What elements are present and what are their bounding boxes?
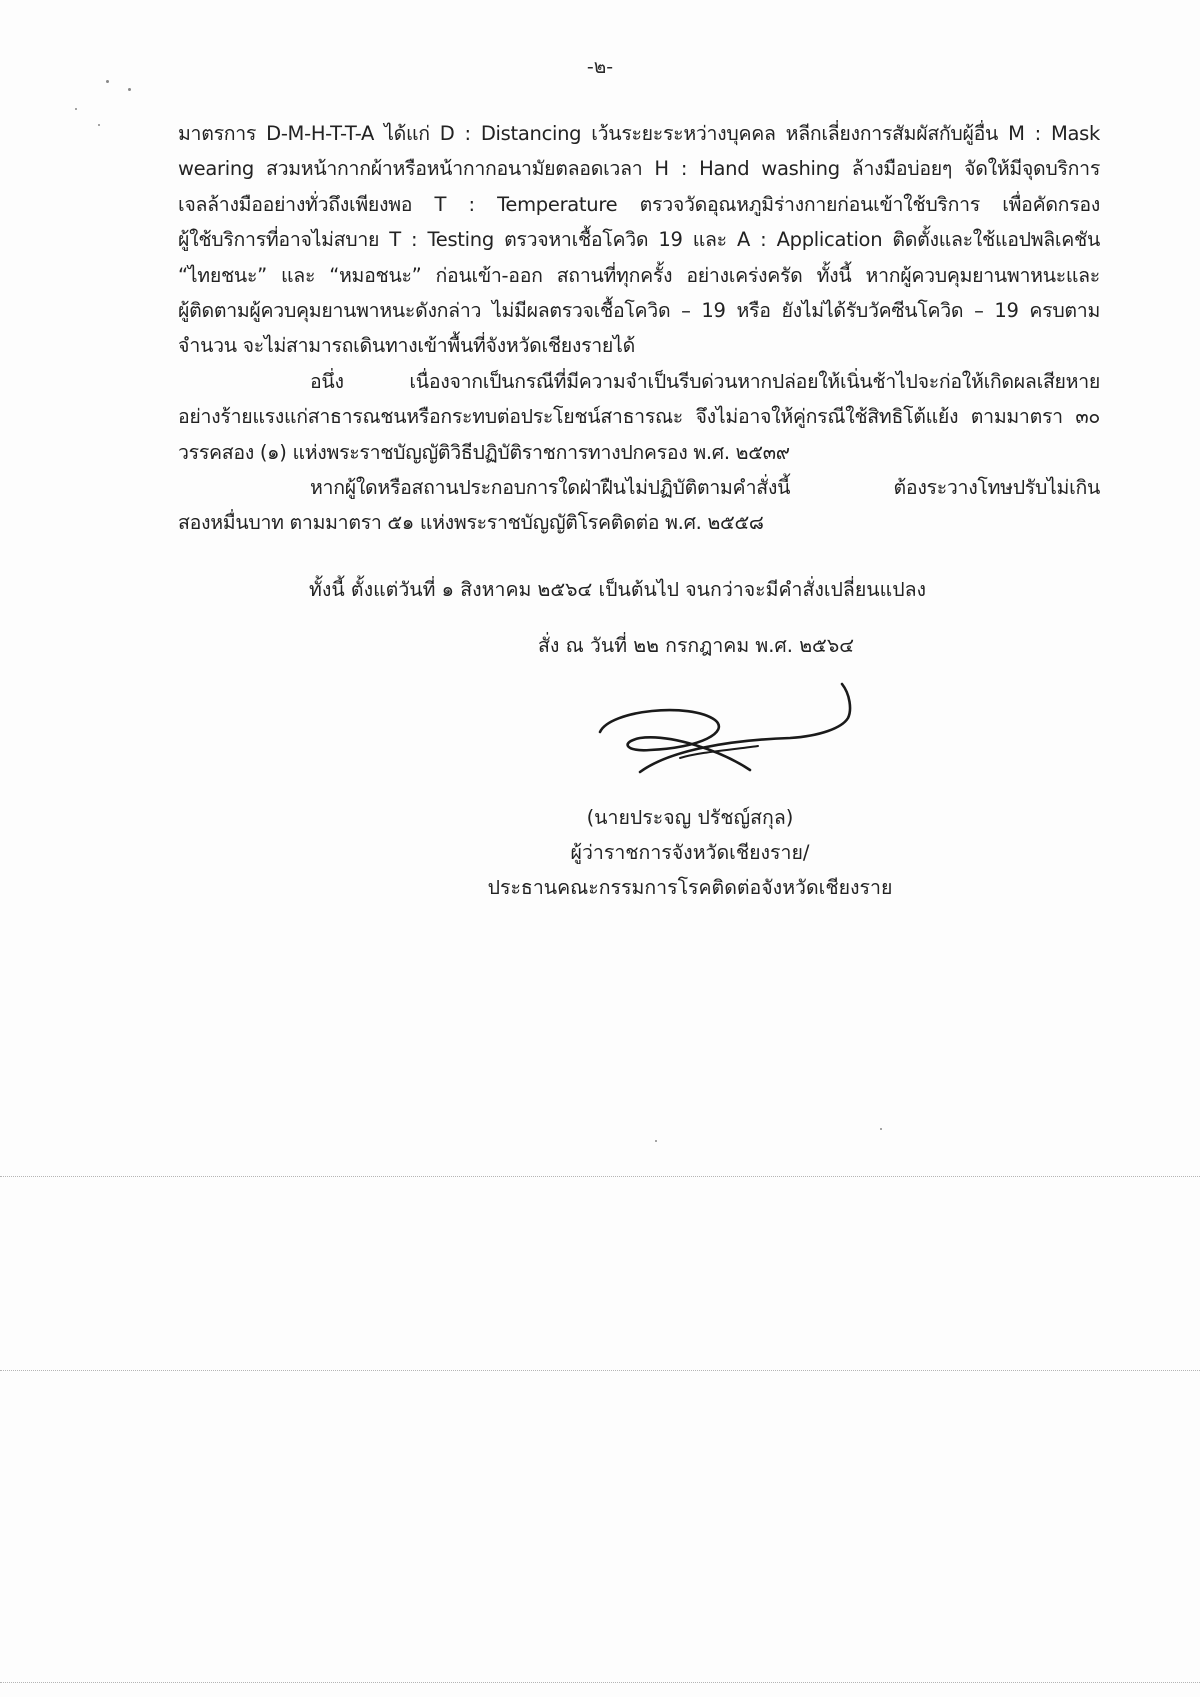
effective-date-statement: ทั้งนี้ ตั้งแต่วันที่ ๑ สิงหาคม ๒๕๖๔ เป็นต้นไป จนกว่าจะมีคำสั่งเปลี่ยนแปลง	[309, 578, 927, 601]
signer-name: (นายประจญ ปรัชญ์สกุล)	[586, 806, 794, 829]
page-number: -๒-	[586, 56, 614, 78]
paragraph-3-line: หากผู้ใดหรือสถานประกอบการใดฝ่าฝืนไม่ปฏิบัติตามคำสั่งนี้ ต้องระวางโทษปรับไม่เกิน	[310, 475, 1100, 499]
signer-position: ประธานคณะกรรมการโรคติดต่อจังหวัดเชียงราย	[487, 876, 893, 899]
paragraph-3-line: สองหมื่นบาท ตามมาตรา ๕๑ แห่งพระราชบัญญัติโรคติดต่อ พ.ศ. ๒๕๕๘	[178, 511, 764, 535]
paragraph-1-line: เจลล้างมืออย่างทั่วถึงเพียงพอ T : Temperature ตรวจวัดอุณหภูมิร่างกายก่อนเข้าใช้บริการ เพื่อคัดกรอง	[178, 192, 1100, 216]
paragraph-1-line: ผู้ติดตามผู้ควบคุมยานพาหนะดังกล่าว ไม่มีผลตรวจเชื้อโควิด – 19 หรือ ยังไม่ได้รับวัคซีนโควิด – 19 ครบตาม	[178, 298, 1100, 322]
paragraph-1-line: ผู้ใช้บริการที่อาจไม่สบาย T : Testing ตรวจหาเชื้อโควิด 19 และ A : Application ติดตั้งและใช้แอปพลิเคชัน	[178, 228, 1100, 252]
scan-speck	[880, 1128, 882, 1130]
order-body	[178, 116, 1100, 541]
scan-artifact-line	[0, 1370, 1200, 1371]
signer-block	[440, 800, 940, 905]
scan-artifact-line	[0, 1682, 1200, 1683]
scan-speck	[98, 124, 100, 126]
signer-position: ผู้ว่าราชการจังหวัดเชียงราย/	[570, 841, 810, 864]
paragraph-2-line: วรรคสอง (๑) แห่งพระราชบัญญัติวิธีปฏิบัติราชการทางปกครอง พ.ศ. ๒๕๓๙	[178, 440, 790, 464]
signature-stroke	[680, 746, 758, 758]
paragraph-1-line: “ไทยชนะ” และ “หมอชนะ” ก่อนเข้า-ออก สถานที่ทุกครั้ง อย่างเคร่งครัด ทั้งนี้ หากผู้ควบคุมยานพาหนะและ	[178, 263, 1100, 287]
scan-speck	[128, 88, 131, 91]
paragraph-1-line: มาตรการ D-M-H-T-T-A ได้แก่ D : Distancing เว้นระยะระหว่างบุคคล หลีกเลี่ยงการสัมผัสกับผู้อื่น M : Mask	[178, 122, 1100, 145]
order-date: สั่ง ณ วันที่ ๒๒ กรกฎาคม พ.ศ. ๒๕๖๔	[538, 634, 854, 657]
scan-speck	[655, 1140, 657, 1142]
handwritten-signature	[580, 680, 880, 780]
paragraph-1-line: wearing สวมหน้ากากผ้าหรือหน้ากากอนามัยตลอดเวลา H : Hand washing ล้างมือบ่อยๆ จัดให้มีจุดบริการ	[178, 157, 1100, 181]
paragraph-2-line: อนึ่ง เนื่องจากเป็นกรณีที่มีความจำเป็นรีบด่วนหากปล่อยให้เนิ่นช้าไปจะก่อให้เกิดผลเสียหาย	[310, 369, 1100, 393]
paragraph-1-line: จำนวน จะไม่สามารถเดินทางเข้าพื้นที่จังหวัดเชียงรายได้	[178, 334, 635, 358]
paragraph-2-line: อย่างร้ายแรงแก่สาธารณชนหรือกระทบต่อประโยชน์สาธารณะ จึงไม่อาจให้คู่กรณีใช้สิทธิโต้แย้ง ตามมาตรา ๓๐	[178, 405, 1100, 429]
scan-speck	[106, 80, 109, 83]
signature-stroke	[600, 684, 850, 772]
scan-artifact-line	[0, 1176, 1200, 1177]
scan-speck	[75, 108, 77, 110]
